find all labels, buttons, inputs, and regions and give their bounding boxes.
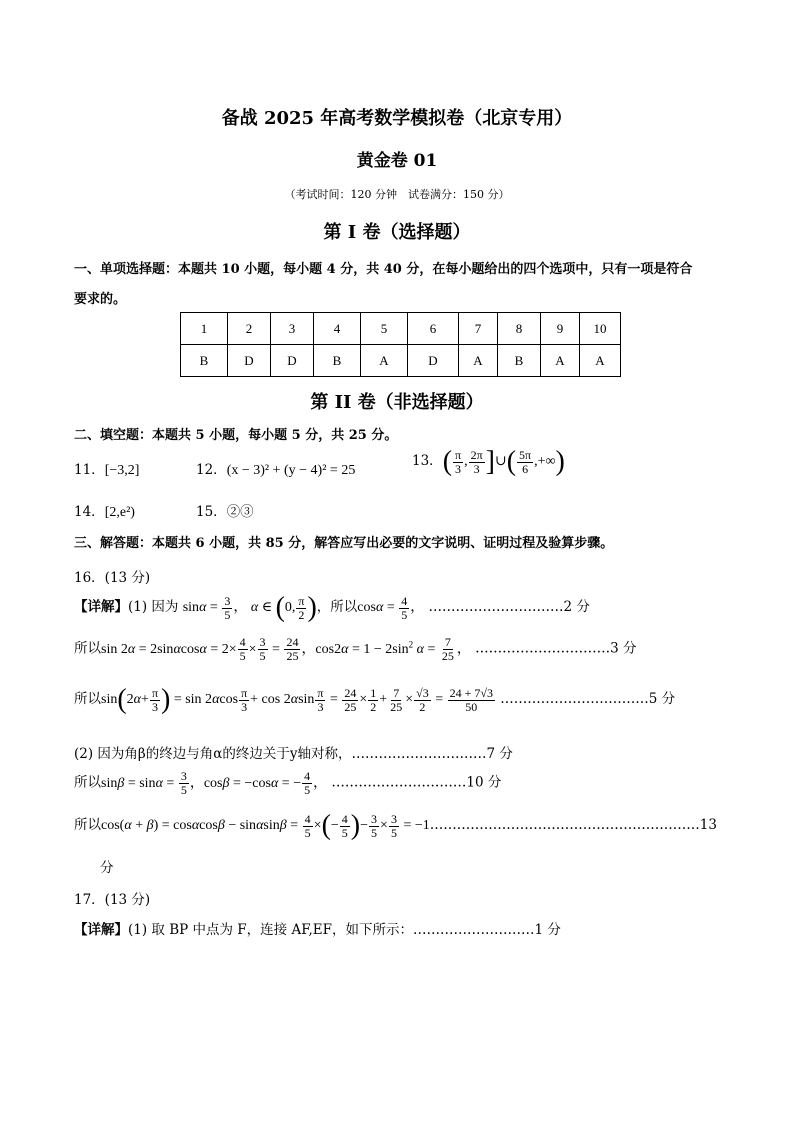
q12 <box>196 458 355 479</box>
part1-instruction-line2: 要求的。 <box>74 292 127 307</box>
q15 <box>196 500 254 520</box>
q16-l2-score: 3 分 <box>610 640 637 657</box>
table-cell: 5 <box>361 313 408 345</box>
table-cell: B <box>181 345 228 377</box>
q16-l4-score: 7 分 <box>486 746 513 762</box>
so-label: 所以 <box>74 817 101 834</box>
table-cell: 1 <box>181 313 228 345</box>
table-cell: 10 <box>580 313 621 345</box>
table-cell: 3 <box>271 313 314 345</box>
q16-line4: (2) 因为角β的终边与角α的终边关于y轴对称，…………………………7 分 <box>74 746 513 762</box>
page-subtitle: 黄金卷 01 <box>356 151 438 171</box>
table-cell: A <box>580 345 621 377</box>
answer-table <box>180 312 621 377</box>
table-cell: D <box>408 345 459 377</box>
table-cell: A <box>541 345 580 377</box>
exam-meta: （考试时间：120 分钟 试卷满分：150 分） <box>284 188 510 201</box>
q13-answer: ( $\frac{\pi}{3}$ , $\frac{2\pi}{3}$ ]∪( $\frac{5\pi}{6}$ ,+∞) <box>442 446 565 477</box>
q12-label: 12． <box>196 462 227 478</box>
q11 <box>74 458 139 479</box>
q11-answer: [−3,2] <box>104 463 140 478</box>
so-label: 所以 <box>74 774 101 791</box>
q14 <box>74 500 135 521</box>
table-cell: 8 <box>498 313 541 345</box>
fill-instruction: 二、填空题：本题共 5 小题，每小题 5 分，共 25 分。 <box>74 428 398 443</box>
q16-l5-score: 10 分 <box>466 774 502 791</box>
q15-label: 15． <box>196 504 227 520</box>
table-cell: 9 <box>541 313 580 345</box>
table-cell: D <box>228 345 271 377</box>
table-cell: 6 <box>408 313 459 345</box>
q12-answer: (x − 3)² + (y − 4)² = 25 <box>226 463 356 478</box>
q11-label: 11． <box>74 462 105 478</box>
q16-l1-score: 2 分 <box>563 599 590 616</box>
q16-line3: 所以sin(2α+ $\frac{\pi}{3}$ ) = sin 2αcos $\frac{\pi}{3}$ + cos 2αsin $\frac{\pi}{3}$ = $\frac{24}{25}$ × $\frac{1}{2}$ + $\frac{7}{25}$ × $\frac{√3}{2}$ = $\frac{24 + 7√3}{50}$ ……………………………5 分 <box>74 684 676 715</box>
q13-label: 13． <box>412 453 443 470</box>
q16-line2: 所以sin 2α = 2sinαcosα = 2× $\frac{4}{5}$ × $\frac{3}{5}$ = $\frac{24}{25}$ ，$\cos 2\alpha = 1 - 2\sin^2$ α = $\frac{7}{25}$ ， …………………………3 分 <box>74 635 637 663</box>
so-label: 所以 <box>74 640 101 657</box>
table-cell: 4 <box>314 313 361 345</box>
answer-table-answer-row <box>181 345 621 377</box>
q14-answer: [2,e²) <box>104 505 135 520</box>
q13 <box>412 448 565 476</box>
q17-line1: 【详解】(1) 取 BP 中点为 F，连接 AF,EF，如下所示：………………………1 分 <box>74 922 561 938</box>
q14-label: 14． <box>74 504 105 520</box>
so-label: 所以 <box>74 691 101 708</box>
table-cell: A <box>361 345 408 377</box>
answer-table-number-row <box>181 313 621 345</box>
q17-l1-score: 1 分 <box>534 922 561 938</box>
q16-line6: 所以cos(α + β) = cosαcosβ − sinαsinβ = $\frac{4}{5}$ ×(− $\frac{4}{5}$ )− $\frac{3}{5}$ × $\frac{3}{5}$ = −1……………………………………………………13 <box>74 810 717 841</box>
q15-answer: ②③ <box>226 504 254 520</box>
q16-line5: 所以sinβ = sinα = $\frac{3}{5}$ ，cosβ = −cosα = − $\frac{4}{5}$ ， …………………………10 分 <box>74 769 502 797</box>
q17-l1-text: (1) 取 BP 中点为 F，连接 AF,EF，如下所示： <box>128 922 413 938</box>
q17-header: 17．(13 分) <box>74 892 151 908</box>
q16-l1-prefix: (1) 因为 <box>128 599 179 616</box>
q16-l1-suffix: ，所以 <box>316 599 358 616</box>
table-cell: B <box>314 345 361 377</box>
q16-l6-tail: 分 <box>100 860 114 876</box>
q16-header: 16．(13 分) <box>74 570 151 586</box>
table-cell: D <box>271 345 314 377</box>
part1-heading: 第 I 卷（选择题） <box>323 222 471 243</box>
q16-l3-score: 5 分 <box>648 691 676 708</box>
solve-instruction: 三、解答题：本题共 6 小题，共 85 分，解答应写出必要的文字说明、证明过程及验算步骤。 <box>74 536 614 551</box>
detail-label: 【详解】 <box>74 599 128 616</box>
q16-l6-score: 13 <box>699 817 717 834</box>
table-cell: B <box>498 345 541 377</box>
table-cell: 7 <box>459 313 498 345</box>
q16-line1: 【详解】(1) 因为 sinα = $\frac{3}{5}$ ， α ∈ (0, $\frac{\pi}{2}$ )，所以cosα = $\frac{4}{5}$ ， …………………………2 分 <box>74 592 590 623</box>
detail-label: 【详解】 <box>74 922 128 938</box>
table-cell: 2 <box>228 313 271 345</box>
table-cell: A <box>459 345 498 377</box>
q16-l4-text: (2) 因为角β的终边与角α的终边关于y轴对称， <box>74 746 352 762</box>
page-title: 备战 2025 年高考数学模拟卷（北京专用） <box>221 108 573 129</box>
part1-instruction-line1: 一、单项选择题：本题共 10 小题，每小题 4 分，共 40 分，在每小题给出的四个选项中，只有一项是符合 <box>74 262 693 277</box>
part2-heading: 第 II 卷（非选择题） <box>310 392 484 413</box>
